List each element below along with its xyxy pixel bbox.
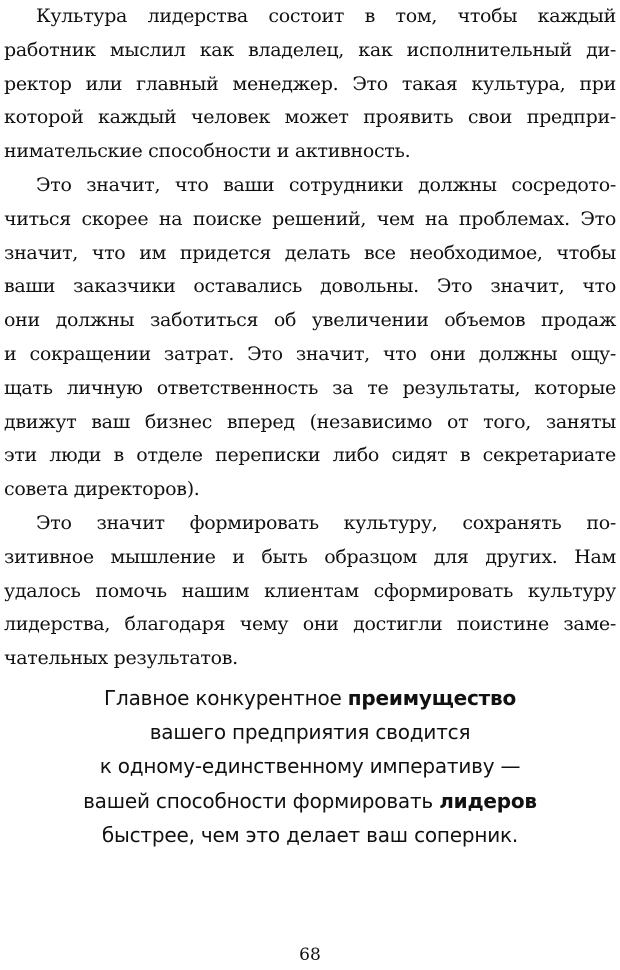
- quote-emphasis: лидеров: [439, 788, 537, 813]
- text-line: зитивное мышление и быть образцом для других. Нам: [4, 545, 616, 568]
- quote-line: [0, 681, 620, 715]
- body-text: [4, 0, 616, 676]
- text-line: значит, что им придется делать все необходимое, чтобы: [4, 241, 616, 264]
- text-line: лидерства, благодаря чему они достигли поистине заме-: [4, 613, 616, 636]
- text-line: которой каждый человек может проявить свои предпри-: [4, 106, 616, 129]
- quote-line: быстрее, чем это делает ваш соперник.: [101, 822, 519, 847]
- quote-line: [0, 784, 620, 818]
- text-line: Это значит, что ваши сотрудники должны сосредото-: [36, 173, 616, 196]
- highlight-quote: [0, 681, 620, 852]
- page-number: 68: [299, 945, 321, 965]
- text-line: ректор или главный менеджер. Это такая культура, при: [4, 72, 616, 95]
- text-line: работник мыслил как владелец, как исполнительный ди-: [4, 38, 616, 61]
- text-line: и сокращении затрат. Это значит, что они должны ощу-: [4, 342, 616, 365]
- quote-line: вашего предприятия сводится: [149, 720, 471, 745]
- text-line: щать личную ответственность за те результаты, которые: [4, 376, 616, 399]
- text-line: чательных результатов.: [4, 647, 238, 670]
- text-line: они должны заботиться об увеличении объемов продаж: [4, 309, 616, 332]
- text-line: Культура лидерства состоит в том, чтобы каждый: [36, 5, 616, 27]
- quote-text: Главное конкурентное: [103, 686, 348, 710]
- text-line: ваши заказчики оставались довольны. Это значит, что: [4, 275, 616, 298]
- text-line: Это значит формировать культуру, сохранять по-: [36, 511, 616, 534]
- text-line: нимательские способности и активность.: [4, 140, 411, 163]
- text-line: эти люди в отделе переписки либо сидят в секретариате: [4, 444, 616, 467]
- text-line: удалось помочь нашим клиентам сформировать культуру: [4, 579, 616, 602]
- quote-emphasis: преимущество: [347, 686, 517, 710]
- text-line: движут ваш бизнес вперед (независимо от того, заняты: [4, 410, 616, 433]
- text-line: читься скорее на поиске решений, чем на проблемах. Это: [4, 207, 616, 230]
- quote-line: к одному-единственному императиву —: [99, 754, 521, 779]
- text-line: совета директоров).: [4, 478, 200, 501]
- quote-text: вашей способности формировать: [83, 788, 440, 813]
